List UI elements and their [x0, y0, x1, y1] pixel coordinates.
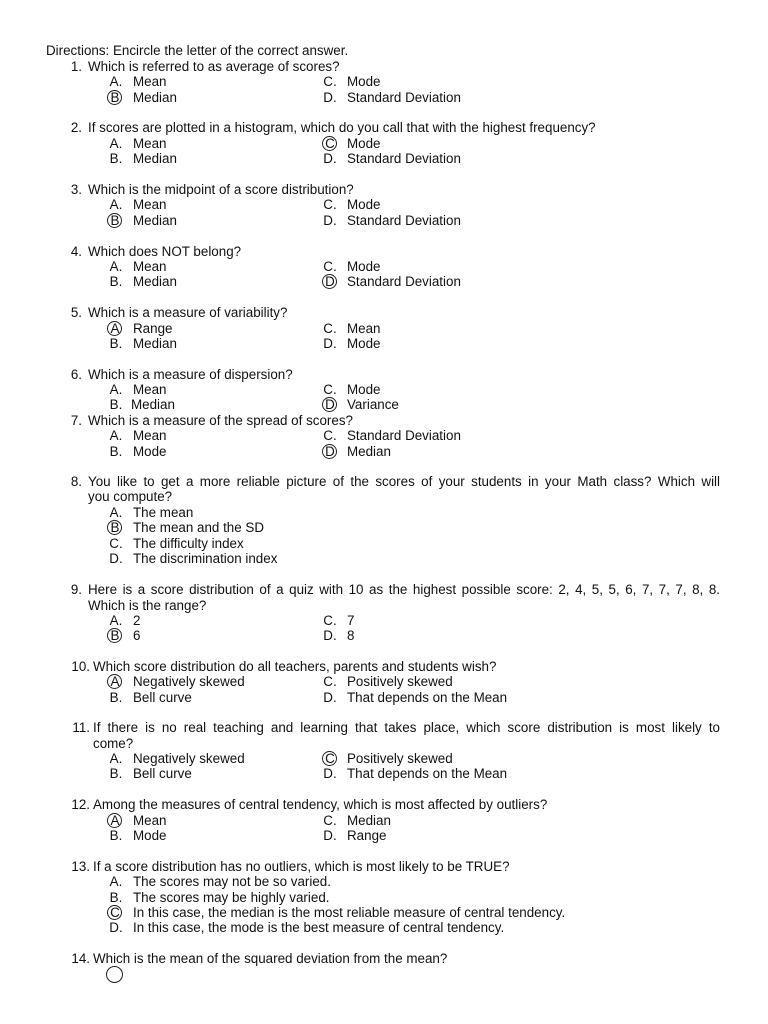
option-text: 8: [347, 628, 355, 643]
question-text-continued: come?: [93, 736, 134, 751]
option-letter: A.: [109, 428, 123, 443]
option-text: In this case, the median is the most reliable measure of central tendency.: [133, 905, 566, 920]
question-text: Which is a measure of the spread of scores?: [88, 413, 353, 428]
option-text: Mean: [133, 428, 167, 443]
option-text: 6: [133, 628, 141, 643]
option-letter: B.: [109, 397, 123, 412]
option-text: Negatively skewed: [133, 751, 245, 766]
option-letter: C: [325, 136, 335, 151]
option-text: Standard Deviation: [347, 213, 461, 228]
option-letter: D: [325, 444, 335, 459]
option-text: Median: [347, 813, 391, 828]
option-letter: B.: [109, 336, 123, 351]
question-text: Among the measures of central tendency, which is most affected by outliers?: [93, 797, 548, 812]
option-letter: C.: [323, 674, 337, 689]
option-letter: D.: [323, 336, 337, 351]
option-text: Mean: [133, 382, 167, 397]
option-letter: C.: [323, 321, 337, 336]
option-letter: B.: [109, 151, 123, 166]
option-letter: C.: [323, 428, 337, 443]
question-number: 7.: [70, 413, 82, 428]
option-letter: A: [110, 674, 120, 689]
question-number: 3.: [70, 182, 82, 197]
option-letter: A: [110, 321, 120, 336]
option-text: Mode: [133, 444, 167, 459]
option-text: Mode: [133, 828, 167, 843]
question-text: Which score distribution do all teachers, parents and students wish?: [93, 659, 497, 674]
option-text: Standard Deviation: [347, 151, 461, 166]
question-text: If scores are plotted in a histogram, which do you call that with the highest frequency?: [88, 120, 596, 135]
option-letter: D.: [323, 151, 337, 166]
option-text: Median: [133, 274, 177, 289]
option-text: Median: [131, 397, 175, 412]
question-number: 8.: [70, 474, 82, 489]
option-letter: D: [325, 397, 335, 412]
option-text: Standard Deviation: [347, 90, 461, 105]
option-text: Mean: [133, 259, 167, 274]
question-number: 14.: [71, 951, 90, 966]
option-letter: A: [110, 813, 120, 828]
option-text: Mean: [133, 136, 167, 151]
option-text: The mean: [133, 505, 194, 520]
question-number: 1.: [70, 59, 82, 74]
option-text: Mode: [347, 74, 381, 89]
question-text: Which is a measure of dispersion?: [88, 367, 293, 382]
question-text: You like to get a more reliable picture of the scores of your students in your Math class? Which will: [88, 474, 720, 489]
option-text: Median: [133, 336, 177, 351]
option-letter: B: [110, 520, 120, 535]
option-text: Variance: [347, 397, 399, 412]
option-letter: B: [110, 628, 120, 643]
option-text: Mode: [347, 382, 381, 397]
option-text: Bell curve: [133, 690, 192, 705]
option-letter: A.: [109, 74, 123, 89]
question-number: 4.: [70, 244, 82, 259]
option-letter: A.: [109, 751, 123, 766]
option-text: That depends on the Mean: [347, 766, 508, 781]
option-letter: C.: [323, 813, 337, 828]
option-letter: C.: [323, 259, 337, 274]
option-text: Mode: [347, 197, 381, 212]
option-text: Mode: [347, 136, 381, 151]
option-letter: B: [110, 90, 120, 105]
option-letter: B.: [109, 444, 123, 459]
option-letter: B.: [109, 690, 123, 705]
option-letter: C: [110, 905, 120, 920]
question-text: If there is no real teaching and learning that takes place, which score distribution is most likely to: [93, 720, 720, 735]
option-letter: A.: [109, 136, 123, 151]
option-text: Mean: [347, 321, 381, 336]
option-text: 7: [347, 613, 355, 628]
option-text: Standard Deviation: [347, 274, 461, 289]
question-text: Which is the midpoint of a score distribution?: [88, 182, 354, 197]
option-text: Mode: [347, 259, 381, 274]
option-text: Positively skewed: [347, 751, 453, 766]
option-text: Standard Deviation: [347, 428, 461, 443]
option-letter: B: [110, 213, 120, 228]
option-letter: C.: [323, 613, 337, 628]
option-text: The difficulty index: [133, 536, 244, 551]
option-letter: D.: [323, 628, 337, 643]
question-text: Here is a score distribution of a quiz with 10 as the highest possible score: 2, 4, 5, 5, 6, 7, 7, 7, 8, 8.: [88, 582, 720, 597]
question-text: Which is a measure of variability?: [88, 305, 288, 320]
option-letter: C: [325, 751, 335, 766]
question-number: 2.: [70, 120, 82, 135]
option-letter: A.: [109, 259, 123, 274]
option-letter: D.: [323, 690, 337, 705]
option-letter: A.: [109, 197, 123, 212]
option-letter: D.: [323, 213, 337, 228]
option-letter: A.: [109, 613, 123, 628]
question-number: 6.: [70, 367, 82, 382]
question-text: Which does NOT belong?: [88, 244, 242, 259]
option-letter: D.: [109, 551, 123, 566]
question-number: 5.: [70, 305, 82, 320]
question-number: 13.: [71, 859, 90, 874]
option-text: 2: [133, 613, 141, 628]
question-text: Which is referred to as average of scores?: [88, 59, 340, 74]
question-number: 12.: [71, 797, 90, 812]
option-text: Mean: [133, 813, 167, 828]
option-text: Mode: [347, 336, 381, 351]
option-letter: C.: [323, 382, 337, 397]
option-text: The discrimination index: [133, 551, 278, 566]
option-text: Range: [347, 828, 387, 843]
option-text: Bell curve: [133, 766, 192, 781]
option-letter: C.: [109, 536, 123, 551]
answer-circle-mark: [106, 966, 123, 983]
option-text: Median: [133, 90, 177, 105]
question-text-continued: Which is the range?: [88, 598, 207, 613]
option-letter: D.: [323, 766, 337, 781]
option-letter: B.: [109, 890, 123, 905]
option-letter: C.: [323, 74, 337, 89]
option-letter: A.: [109, 874, 123, 889]
option-text: Negatively skewed: [133, 674, 245, 689]
option-text: Range: [133, 321, 173, 336]
question-number: 11.: [72, 720, 90, 735]
question-number: 9.: [70, 582, 82, 597]
option-letter: A.: [109, 382, 123, 397]
option-letter: B.: [109, 274, 123, 289]
option-text: Positively skewed: [347, 674, 453, 689]
option-text: Mean: [133, 74, 167, 89]
option-letter: D: [325, 274, 335, 289]
option-letter: A.: [109, 505, 123, 520]
option-text: The scores may be highly varied.: [133, 890, 330, 905]
option-text: Median: [347, 444, 391, 459]
option-text: That depends on the Mean: [347, 690, 508, 705]
option-letter: C.: [323, 197, 337, 212]
question-text: If a score distribution has no outliers, which is most likely to be TRUE?: [93, 859, 510, 874]
question-number: 10.: [71, 659, 90, 674]
option-text: Mean: [133, 197, 167, 212]
option-letter: B.: [109, 766, 123, 781]
question-text-continued: you compute?: [88, 489, 173, 504]
option-letter: D.: [109, 920, 123, 935]
directions: Directions: Encircle the letter of the correct answer.: [46, 43, 349, 58]
option-text: The scores may not be so varied.: [133, 874, 331, 889]
option-letter: D.: [323, 828, 337, 843]
question-text: Which is the mean of the squared deviation from the mean?: [93, 951, 448, 966]
option-letter: D.: [323, 90, 337, 105]
option-text: Median: [133, 213, 177, 228]
option-text: In this case, the mode is the best measure of central tendency.: [133, 920, 505, 935]
option-text: Median: [133, 151, 177, 166]
option-letter: B.: [109, 828, 123, 843]
option-text: The mean and the SD: [133, 520, 265, 535]
